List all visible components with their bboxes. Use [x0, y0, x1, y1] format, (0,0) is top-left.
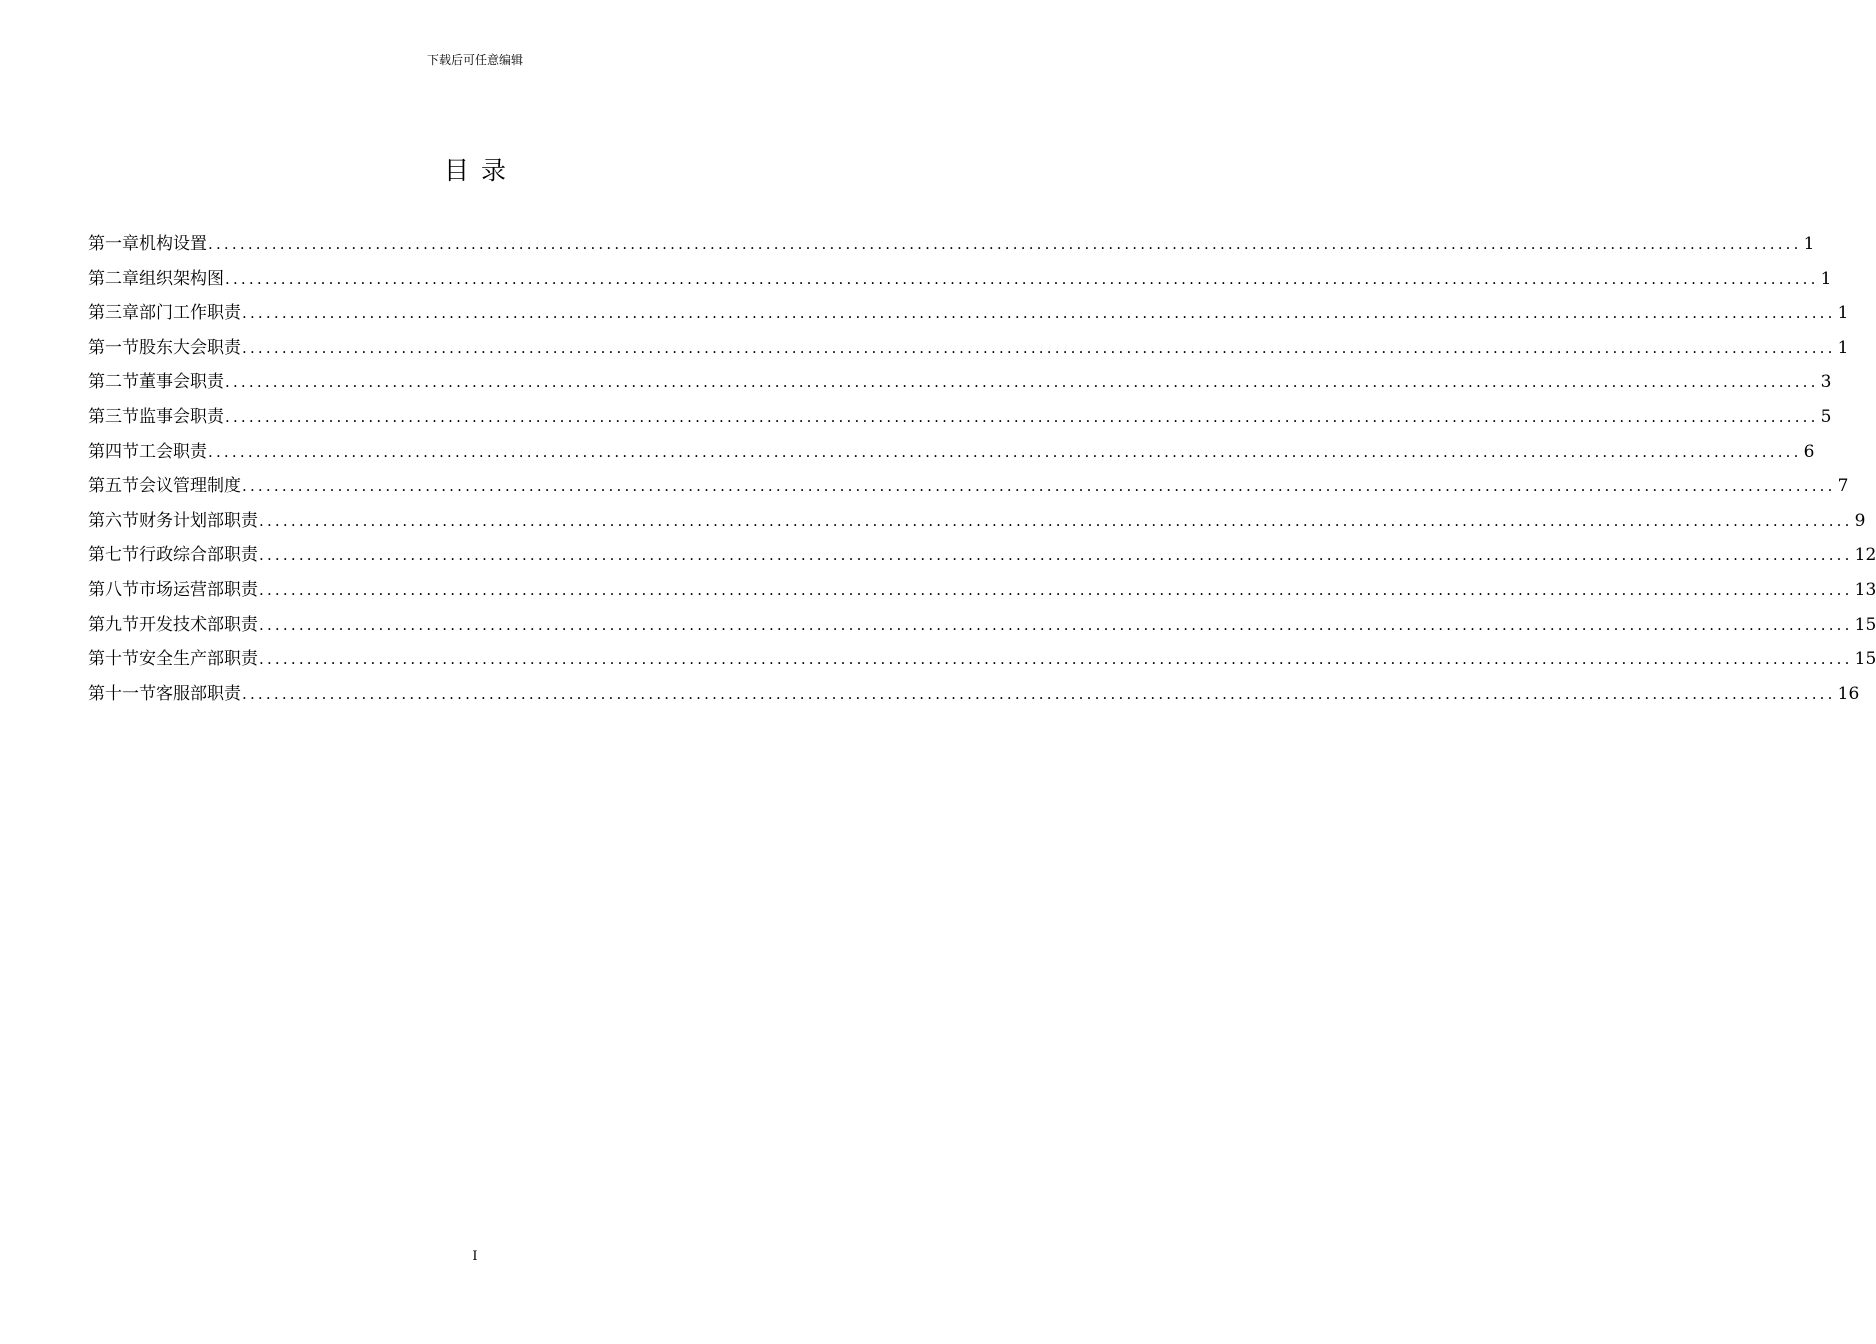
toc-entry-text: 机构设置: [139, 234, 207, 254]
toc-leader-dots: ........................................................................................................................................................................................................: [242, 304, 1836, 323]
toc-leader-dots: ........................................................................................................................................................................................................: [208, 235, 1802, 253]
footer-page-number: I: [472, 1249, 478, 1264]
toc-entry-page: 5: [1820, 406, 1832, 427]
toc-entry[interactable]: [88, 262, 1832, 297]
toc-entry[interactable]: [88, 435, 1815, 470]
toc-entry-text: 安全生产部职责: [139, 649, 258, 670]
toc-entry-label: 第一章: [88, 234, 139, 254]
toc-entry-page: 1: [1803, 234, 1815, 254]
toc-entry[interactable]: [88, 469, 1849, 504]
toc-entry-label: 第二节: [88, 372, 139, 393]
toc-entry-page: 7: [1837, 476, 1849, 497]
toc-leader-dots: ........................................................................................................................................................................................................: [259, 511, 1853, 530]
toc-entry-label: 第十一节: [88, 683, 156, 704]
toc-entry[interactable]: [88, 296, 1849, 331]
toc-entry-text: 客服部职责: [156, 683, 241, 704]
header-note: 下载后可任意编辑: [426, 53, 523, 67]
toc-leader-dots: ........................................................................................................................................................................................................: [259, 546, 1853, 565]
toc-title: 目录: [443, 156, 518, 185]
toc-list: [88, 227, 1876, 711]
toc-entry-label: 第八节: [88, 579, 139, 600]
toc-entry-label: 第七节: [88, 545, 139, 566]
toc-leader-dots: ........................................................................................................................................................................................................: [242, 338, 1836, 357]
toc-entry-label: 第二章: [88, 268, 139, 289]
toc-entry-page: 9: [1854, 510, 1866, 531]
toc-entry[interactable]: [88, 365, 1832, 400]
toc-entry-page: 12: [1854, 545, 1876, 566]
toc-entry[interactable]: [88, 642, 1876, 677]
toc-entry-text: 财务计划部职责: [139, 510, 258, 531]
toc-entry-text: 行政综合部职责: [139, 545, 258, 566]
toc-entry[interactable]: [88, 573, 1876, 608]
toc-leader-dots: ........................................................................................................................................................................................................: [259, 650, 1853, 669]
toc-entry-text: 组织架构图: [139, 268, 224, 289]
toc-entry-text: 工会职责: [139, 441, 207, 462]
toc-entry-page: 1: [1837, 337, 1849, 358]
toc-entry-label: 第六节: [88, 510, 139, 531]
toc-leader-dots: ........................................................................................................................................................................................................: [242, 477, 1836, 496]
toc-entry[interactable]: [88, 538, 1876, 573]
toc-entry-page: 1: [1837, 303, 1849, 324]
toc-entry-label: 第四节: [88, 441, 139, 462]
toc-leader-dots: ........................................................................................................................................................................................................: [259, 580, 1853, 599]
toc-leader-dots: ........................................................................................................................................................................................................: [225, 407, 1819, 426]
toc-entry-label: 第九节: [88, 614, 139, 635]
toc-entry-page: 16: [1837, 683, 1860, 704]
toc-entry-label: 第三章: [88, 303, 139, 324]
toc-entry-page: 13: [1854, 579, 1876, 600]
toc-entry-page: 15: [1854, 614, 1876, 635]
toc-entry-label: 第一节: [88, 337, 139, 358]
toc-leader-dots: ........................................................................................................................................................................................................: [259, 615, 1853, 634]
toc-entry-page: 15: [1854, 649, 1876, 670]
toc-entry-text: 董事会职责: [139, 372, 224, 393]
toc-entry-text: 开发技术部职责: [139, 614, 258, 635]
toc-entry[interactable]: [88, 504, 1866, 539]
toc-entry-label: 第十节: [88, 649, 139, 670]
toc-entry-page: 1: [1820, 268, 1832, 289]
toc-entry-text: 会议管理制度: [139, 476, 241, 497]
toc-entry[interactable]: [88, 227, 1815, 262]
toc-entry[interactable]: [88, 331, 1849, 366]
toc-entry[interactable]: [88, 608, 1876, 643]
toc-entry-text: 部门工作职责: [139, 303, 241, 324]
toc-entry-label: 第三节: [88, 406, 139, 427]
toc-entry-text: 市场运营部职责: [139, 579, 258, 600]
toc-leader-dots: ........................................................................................................................................................................................................: [225, 373, 1819, 392]
toc-entry[interactable]: [88, 677, 1860, 712]
toc-entry-label: 第五节: [88, 476, 139, 497]
toc-entry[interactable]: [88, 400, 1832, 435]
toc-leader-dots: ........................................................................................................................................................................................................: [242, 684, 1836, 703]
toc-leader-dots: ........................................................................................................................................................................................................: [208, 442, 1802, 461]
toc-entry-text: 股东大会职责: [139, 337, 241, 358]
toc-leader-dots: ........................................................................................................................................................................................................: [225, 269, 1819, 288]
toc-entry-text: 监事会职责: [139, 406, 224, 427]
toc-entry-page: 3: [1820, 372, 1832, 393]
toc-entry-page: 6: [1803, 441, 1815, 462]
